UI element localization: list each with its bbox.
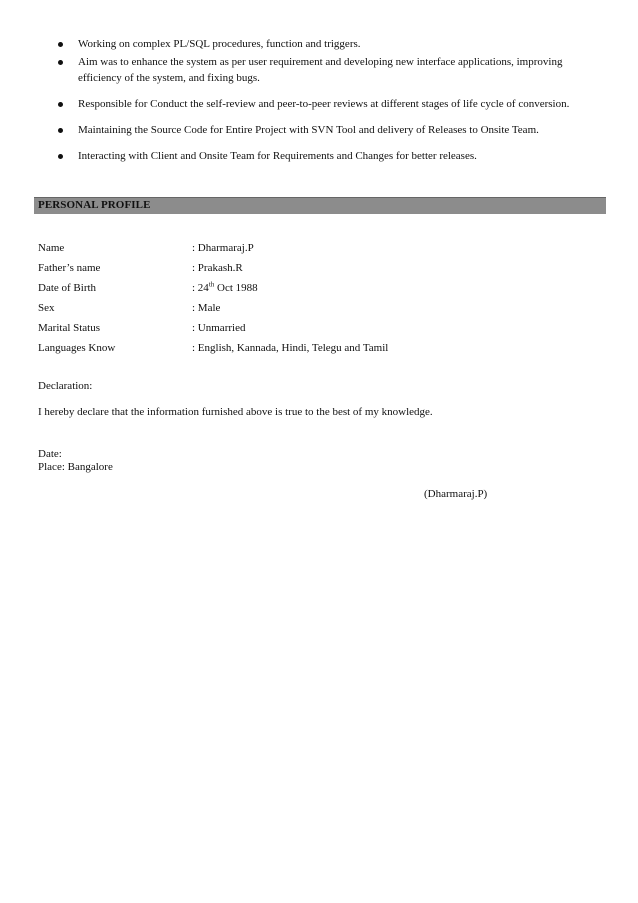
languages-value: : English, Kannada, Hindi, Telegu and Tamil	[192, 342, 389, 354]
bullet-icon	[58, 42, 63, 47]
profile-row-marital	[38, 318, 538, 338]
list-item	[56, 36, 596, 52]
bullet-icon	[58, 128, 63, 133]
bullet-icon	[58, 102, 63, 107]
list-item	[56, 96, 596, 112]
marital-value: : Unmarried	[192, 322, 246, 334]
dob-label: Date of Birth	[38, 282, 97, 294]
place-line: Place: Bangalore	[38, 461, 113, 473]
name-label: Name	[38, 242, 65, 254]
personal-profile-header	[34, 197, 606, 214]
father-label: Father’s name	[38, 262, 101, 274]
responsibility-text: Responsible for Conduct the self-review and peer-to-peer reviews at different stages of life cycle of conversion.	[78, 98, 570, 110]
responsibilities-list	[56, 36, 596, 164]
bullet-icon	[58, 60, 63, 65]
section-title: PERSONAL PROFILE	[38, 199, 151, 211]
declaration-text: I hereby declare that the information furnished above is true to the best of my knowledge.	[38, 406, 433, 418]
signature-name: (Dharmaraj.P)	[424, 488, 488, 500]
responsibility-text: Maintaining the Source Code for Entire Project with SVN Tool and delivery of Releases to Onsite Team.	[78, 124, 539, 136]
list-item	[56, 54, 596, 86]
dob-value	[192, 278, 258, 298]
declaration-title: Declaration:	[38, 380, 93, 392]
profile-row-sex	[38, 298, 538, 318]
date-line: Date:	[38, 448, 62, 460]
languages-label: Languages Know	[38, 342, 116, 354]
responsibility-text: Interacting with Client and Onsite Team for Requirements and Changes for better releases.	[78, 150, 477, 162]
personal-profile-table	[38, 238, 538, 358]
responsibility-text: Aim was to enhance the system as per user requirement and developing new interface applications, improving efficiency of the system, and fixing bugs.	[78, 56, 563, 84]
sex-label: Sex	[38, 302, 55, 314]
responsibility-text: Working on complex PL/SQL procedures, function and triggers.	[78, 38, 361, 50]
profile-row-dob	[38, 278, 538, 298]
dob-ordinal: th	[208, 280, 215, 289]
dob-day: : 24	[192, 282, 209, 294]
name-value: : Dharmaraj.P	[192, 242, 254, 254]
sex-value: : Male	[192, 302, 221, 314]
profile-row-father	[38, 258, 538, 278]
father-value: : Prakash.R	[192, 262, 243, 274]
dob-month-year: Oct 1988	[214, 282, 258, 294]
marital-label: Marital Status	[38, 322, 101, 334]
profile-row-languages	[38, 338, 538, 358]
profile-row-name	[38, 238, 538, 258]
list-item	[56, 148, 596, 164]
list-item	[56, 122, 596, 138]
bullet-icon	[58, 154, 63, 159]
